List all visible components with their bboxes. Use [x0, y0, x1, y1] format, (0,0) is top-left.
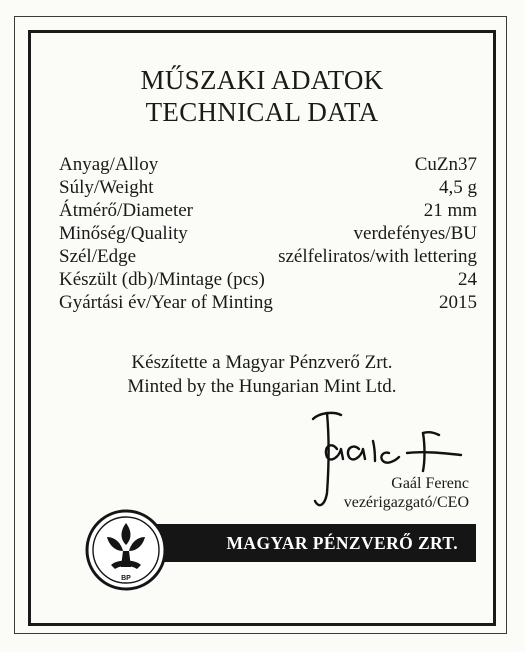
spec-label: Gyártási év/Year of Minting [59, 292, 273, 313]
signer-title: vezérigazgató/CEO [343, 494, 469, 511]
spec-label: Szél/Edge [59, 246, 137, 267]
spec-row-edge [59, 245, 477, 268]
spec-value: szélfeliratos/with lettering [278, 246, 477, 267]
spec-label: Készült (db)/Mintage (pcs) [59, 269, 265, 290]
spec-row-mintage [59, 268, 477, 291]
logo-monogram: BP [121, 575, 131, 582]
spec-row-quality [59, 222, 477, 245]
spec-value: 4,5 g [439, 177, 477, 198]
spec-value: 21 mm [423, 200, 477, 221]
spec-label: Átmérő/Diameter [59, 200, 194, 221]
mint-name-banner [131, 524, 476, 562]
spec-label: Minőség/Quality [59, 223, 188, 244]
spec-row-diameter [59, 199, 477, 222]
spec-label: Anyag/Alloy [59, 154, 159, 175]
spec-row-alloy [59, 153, 477, 176]
certificate-card [28, 30, 496, 626]
spec-table [59, 153, 477, 314]
mint-logo-icon [85, 509, 167, 591]
title-hungarian: MŰSZAKI ADATOK [140, 65, 384, 95]
signer-name: Gaál Ferenc [391, 475, 469, 492]
spec-value: 24 [458, 269, 477, 290]
spec-row-weight [59, 176, 477, 199]
spec-value: 2015 [439, 292, 477, 313]
mint-name-text: MAGYAR PÉNZVERŐ ZRT. [226, 532, 458, 553]
title-english: TECHNICAL DATA [145, 97, 379, 127]
spec-value: verdefényes/BU [353, 223, 477, 244]
spec-label: Súly/Weight [59, 177, 154, 198]
minted-by-english: Minted by the Hungarian Mint Ltd. [127, 376, 397, 397]
minted-by-hungarian: Készítette a Magyar Pénzverő Zrt. [131, 352, 393, 373]
spec-row-year [59, 291, 477, 314]
spec-value: CuZn37 [414, 154, 477, 175]
